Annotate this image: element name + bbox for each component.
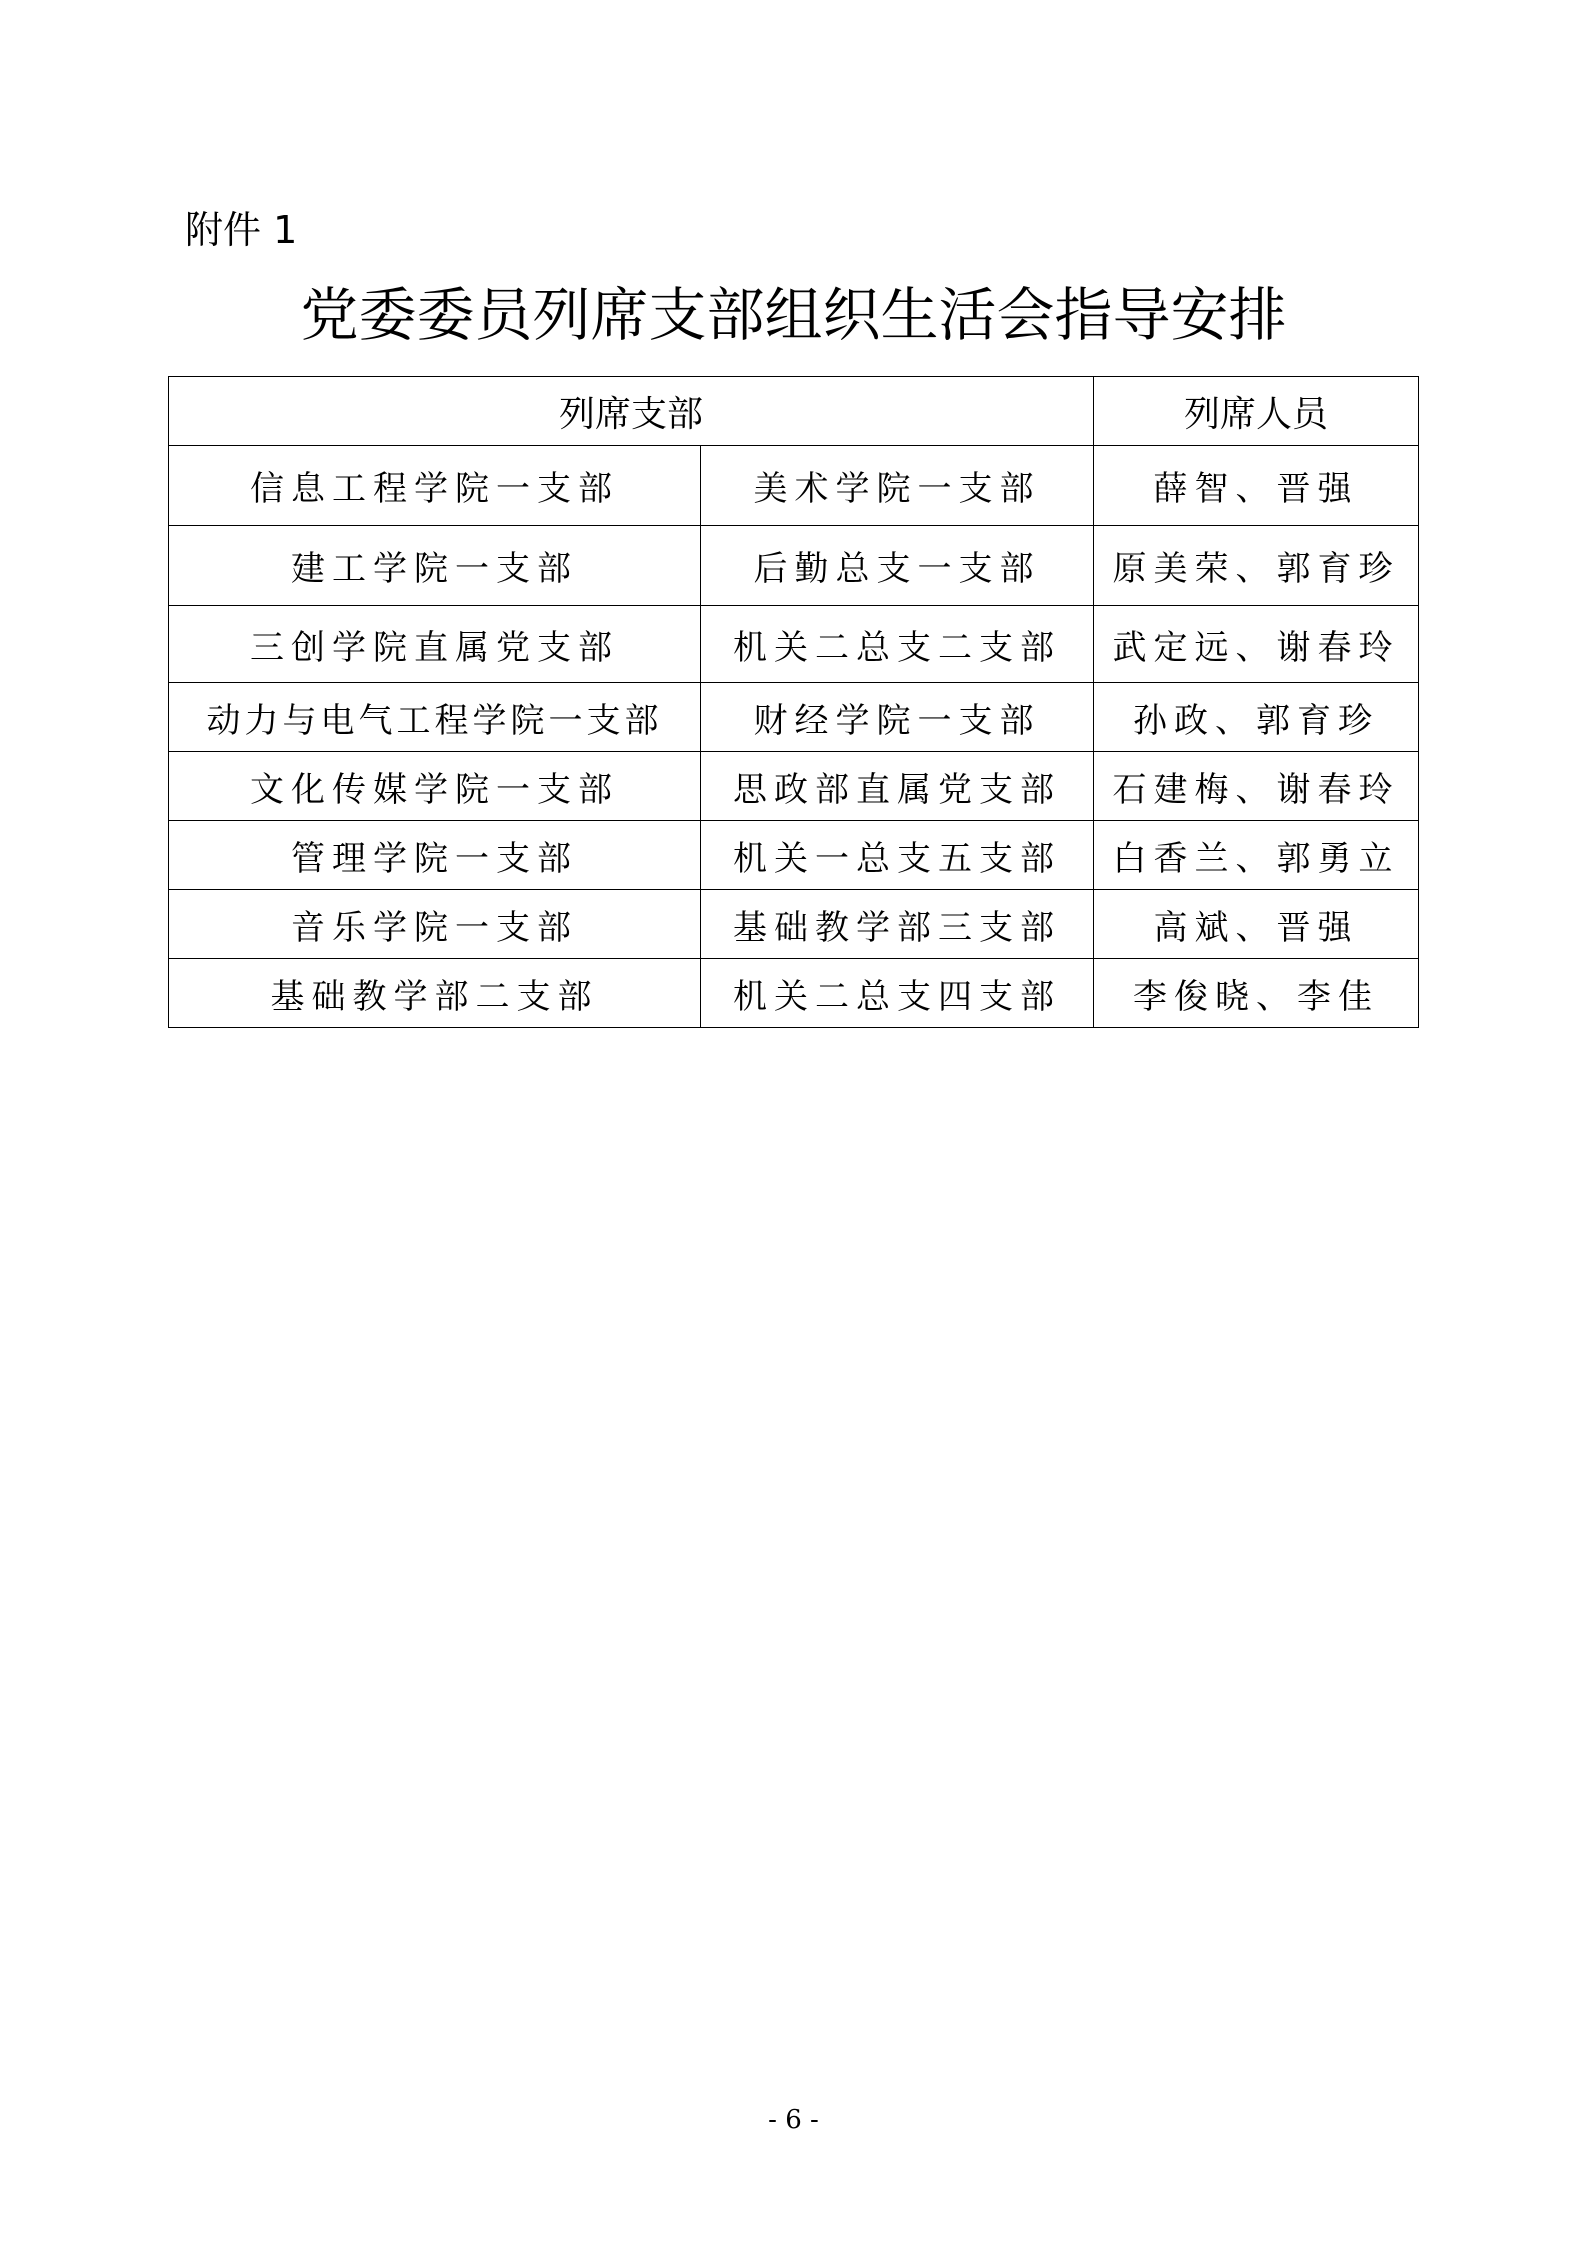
table-row	[169, 683, 1419, 752]
table-row	[169, 890, 1419, 959]
branch-a-cell: 管理学院一支部	[169, 821, 701, 890]
table-row	[169, 526, 1419, 606]
personnel-cell: 李俊晓、李佳	[1094, 959, 1419, 1028]
personnel-cell: 石建梅、谢春玲	[1094, 752, 1419, 821]
branch-a-cell: 动力与电气工程学院一支部	[169, 683, 701, 752]
branch-b-cell: 美术学院一支部	[701, 446, 1094, 526]
branch-b-cell: 后勤总支一支部	[701, 526, 1094, 606]
branch-a-cell: 音乐学院一支部	[169, 890, 701, 959]
table-row	[169, 959, 1419, 1028]
header-personnel: 列席人员	[1094, 377, 1419, 446]
page-number: - 6 -	[768, 2105, 819, 2135]
branch-a-cell: 基础教学部二支部	[169, 959, 701, 1028]
branch-b-cell: 机关一总支五支部	[701, 821, 1094, 890]
personnel-cell: 高斌、晋强	[1094, 890, 1419, 959]
document-title: 党委委员列席支部组织生活会指导安排	[300, 281, 1287, 349]
personnel-cell: 白香兰、郭勇立	[1094, 821, 1419, 890]
branch-b-cell: 思政部直属党支部	[701, 752, 1094, 821]
table-row	[169, 606, 1419, 683]
branch-b-cell: 机关二总支二支部	[701, 606, 1094, 683]
attachment-label: 附件 1	[185, 208, 298, 252]
table-row	[169, 446, 1419, 526]
branch-a-cell: 信息工程学院一支部	[169, 446, 701, 526]
branch-b-cell: 基础教学部三支部	[701, 890, 1094, 959]
table-row	[169, 752, 1419, 821]
branch-b-cell: 机关二总支四支部	[701, 959, 1094, 1028]
personnel-cell: 原美荣、郭育珍	[1094, 526, 1419, 606]
personnel-cell: 薛智、晋强	[1094, 446, 1419, 526]
branch-b-cell: 财经学院一支部	[701, 683, 1094, 752]
arrangement-table	[168, 376, 1419, 1028]
header-branch: 列席支部	[169, 377, 1094, 446]
personnel-cell: 孙政、郭育珍	[1094, 683, 1419, 752]
branch-a-cell: 建工学院一支部	[169, 526, 701, 606]
branch-a-cell: 三创学院直属党支部	[169, 606, 701, 683]
personnel-cell: 武定远、谢春玲	[1094, 606, 1419, 683]
table-header-row	[169, 377, 1419, 446]
branch-a-cell: 文化传媒学院一支部	[169, 752, 701, 821]
table-row	[169, 821, 1419, 890]
